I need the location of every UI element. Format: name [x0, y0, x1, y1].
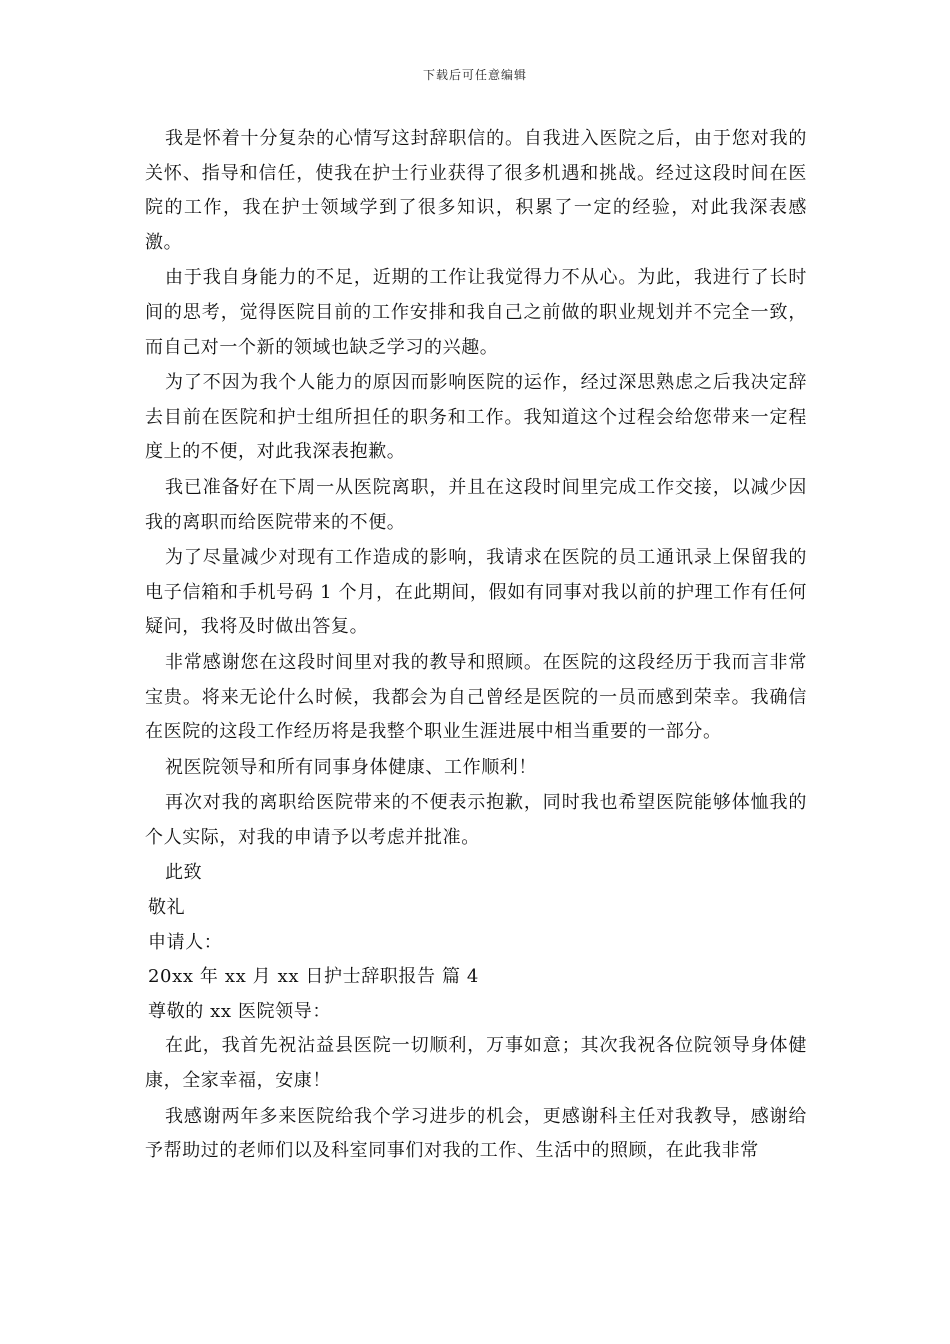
- applicant-label: 申请人：: [148, 931, 223, 953]
- paragraph-2: 由于我自身能力的不足，近期的工作让我觉得力不从心。为此，我进行了长时间的思考，觉得医院目前的工作安排和我自己之前做的职业规划并不完全一致，而自己对一个新的领域也缺乏学习的兴趣。: [145, 267, 807, 358]
- paragraph-7: 祝医院领导和所有同事身体健康、工作顺利！: [165, 756, 537, 778]
- date-title: 20xx 年 xx 月 xx 日护士辞职报告 篇 4: [148, 966, 479, 988]
- closing-jing-li: 敬礼: [148, 897, 186, 919]
- salutation: 尊敬的 xx 医院领导：: [148, 1000, 331, 1022]
- paragraph-9: 在此，我首先祝沾益县医院一切顺利，万事如意；其次我祝各位院领导身体健康，全家幸福，安康！: [145, 1035, 807, 1092]
- paragraph-4: 我已准备好在下周一从医院离职，并且在这段时间里完成工作交接，以减少因我的离职而给医院带来的不便。: [145, 476, 807, 533]
- paragraph-6: 非常感谢您在这段时间里对我的教导和照顾。在医院的这段经历于我而言非常宝贵。将来无论什么时候，我都会为自己曾经是医院的一员而感到荣幸。我确信在医院的这段工作经历将是我整个职业生涯进展中相当重要的一部分。: [145, 651, 807, 743]
- paragraph-5: 为了尽量减少对现有工作造成的影响，我请求在医院的员工通讯录上保留我的电子信箱和手机号码 1 个月，在此期间，假如有同事对我以前的护理工作有任何疑问，我将及时做出答复。: [145, 547, 807, 638]
- paragraph-1: 我是怀着十分复杂的心情写这封辞职信的。自我进入医院之后，由于您对我的关怀、指导和信任，使我在护士行业获得了很多机遇和挑战。经过这段时间在医院的工作，我在护士领域学到了很多知识，积累了一定的经验，对此我深表感激。: [145, 128, 807, 253]
- paragraph-3: 为了不因为我个人能力的原因而影响医院的运作，经过深思熟虑之后我决定辞去目前在医院和护士组所担任的职务和工作。我知道这个过程会给您带来一定程度上的不便，对此我深表抱歉。: [145, 372, 807, 463]
- page-header: 下载后可任意编辑: [422, 68, 527, 82]
- closing-ci-zhi: 此致: [165, 862, 203, 884]
- paragraph-8: 再次对我的离职给医院带来的不便表示抱歉，同时我也希望医院能够体恤我的个人实际，对我的申请予以考虑并批准。: [145, 792, 807, 848]
- paragraph-10: 我感谢两年多来医院给我个学习进步的机会，更感谢科主任对我教导，感谢给予帮助过的老师们以及科室同事们对我的工作、生活中的照顾，在此我非常: [145, 1105, 807, 1162]
- document-body: [145, 122, 807, 1170]
